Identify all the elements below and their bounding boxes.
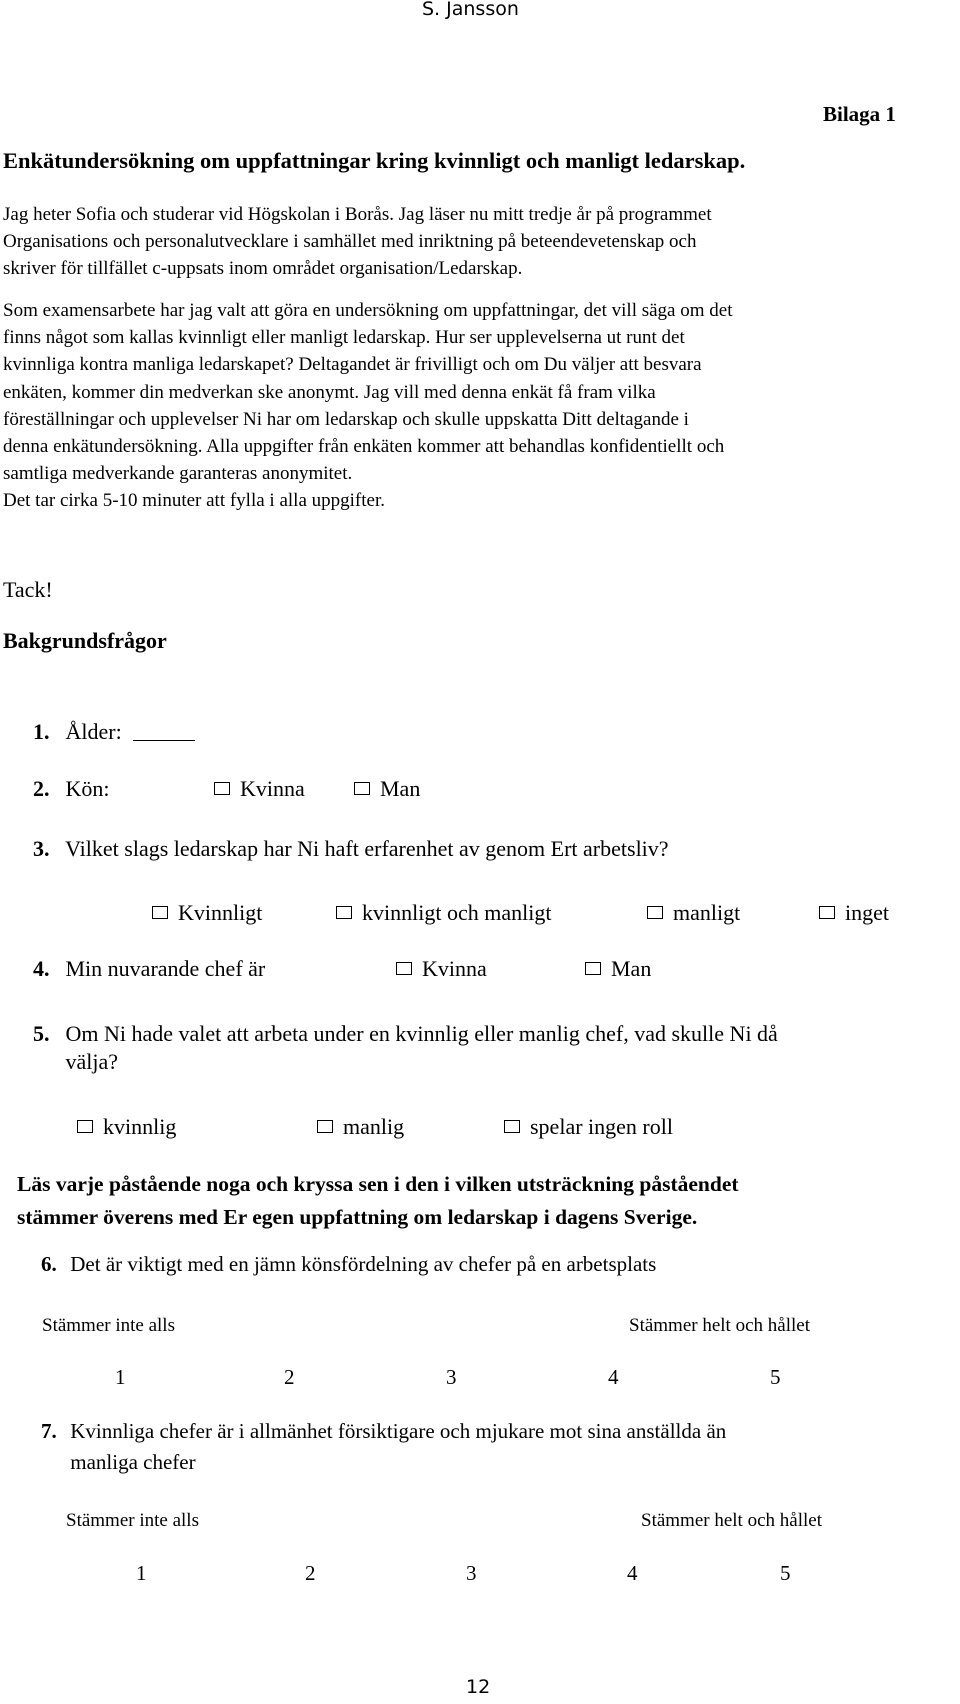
scale-option-2[interactable]: 2 — [284, 1365, 295, 1389]
option-label: Kvinnligt — [178, 900, 263, 925]
purpose-line: Det tar cirka 5-10 minuter att fylla i alla uppgifter. — [3, 490, 385, 512]
option-label: Kvinna — [240, 776, 305, 801]
question-3 — [33, 836, 669, 862]
statement-text: Kvinnliga chefer är i allmänhet försiktigare och mjukare mot sina anställda än — [70, 1419, 727, 1443]
question-4 — [33, 956, 265, 982]
question-number: 5. — [33, 1021, 50, 1046]
checkbox[interactable] — [585, 962, 601, 975]
option-label: spelar ingen roll — [530, 1114, 673, 1139]
scale-option-5[interactable]: 5 — [770, 1365, 781, 1389]
purpose-line: föreställningar och upplevelser Ni har om ledarskap och skulle uppskatta Ditt deltagande i — [3, 408, 689, 430]
question-number: 1. — [33, 719, 50, 744]
scale-option-1[interactable]: 1 — [136, 1561, 147, 1585]
preference-option-kvinnlig[interactable] — [77, 1114, 176, 1140]
purpose-line: kvinnliga kontra manliga ledarskapet? Deltagandet är frivilligt och om Du väljer att besvara — [3, 354, 702, 376]
question-text: Om Ni hade valet att arbeta under en kvinnlig eller manlig chef, vad skulle Ni då — [65, 1021, 778, 1046]
preference-option-spelar-ingen-roll[interactable] — [504, 1114, 673, 1140]
document-title: Enkätundersökning om uppfattningar kring kvinnligt och manligt ledarskap. — [3, 148, 746, 173]
checkbox[interactable] — [396, 962, 412, 975]
question-number: 3. — [33, 836, 50, 861]
checkbox[interactable] — [77, 1120, 93, 1133]
running-header-author: S. Jansson — [422, 0, 519, 20]
age-answer-blank[interactable] — [133, 740, 195, 741]
purpose-line: denna enkätundersökning. Alla uppgifter från enkäten kommer att behandlas konfidentiellt och — [3, 436, 725, 458]
section-heading: Bakgrundsfrågor — [3, 628, 167, 653]
instruction-text — [17, 1168, 739, 1234]
purpose-paragraph — [3, 297, 732, 515]
checkbox[interactable] — [647, 906, 663, 919]
option-label: manlig — [343, 1114, 405, 1139]
statement-6 — [41, 1252, 656, 1277]
scale-option-3[interactable]: 3 — [446, 1365, 457, 1389]
option-label: kvinnligt och manligt — [362, 900, 552, 925]
option-label: manligt — [673, 900, 741, 925]
current-boss-option-man[interactable] — [585, 956, 651, 982]
leadership-option-inget[interactable] — [819, 900, 889, 926]
purpose-line: Som examensarbete har jag valt att göra en undersökning om uppfattningar, det vill säga om det — [3, 300, 733, 321]
appendix-label: Bilaga 1 — [823, 102, 896, 126]
current-boss-option-kvinna[interactable] — [396, 956, 487, 982]
intro-paragraph — [3, 201, 712, 282]
checkbox[interactable] — [336, 906, 352, 919]
intro-line: skriver för tillfället c-uppsats inom området organisation/Ledarskap. — [3, 258, 523, 279]
gender-option-kvinna[interactable] — [214, 776, 305, 802]
statement-number: 6. — [41, 1252, 57, 1276]
checkbox[interactable] — [152, 906, 168, 919]
intro-line: Organisations och personalutvecklare i samhället med inriktning på beteendevetenskap och — [3, 231, 697, 252]
instruction-line: stämmer överens med Er egen uppfattning om ledarskap i dagens Sverige. — [17, 1205, 698, 1229]
option-label: Man — [611, 956, 652, 981]
thanks-text: Tack! — [3, 577, 53, 602]
leadership-option-kvinnligt-och-manligt[interactable] — [336, 900, 551, 926]
leadership-option-manligt[interactable] — [647, 900, 740, 926]
question-text: Min nuvarande chef är — [65, 956, 266, 981]
question-number: 2. — [33, 776, 50, 801]
checkbox[interactable] — [504, 1120, 520, 1133]
checkbox[interactable] — [819, 906, 835, 919]
question-text: Ålder: — [65, 719, 122, 744]
option-label: Kvinna — [422, 956, 487, 981]
option-label: kvinnlig — [103, 1114, 177, 1139]
checkbox[interactable] — [354, 782, 370, 795]
question-number: 4. — [33, 956, 50, 981]
question-1 — [33, 719, 195, 745]
purpose-line: enkäten, kommer din medverkan ske anonymt. Jag vill med denna enkät få fram vilka — [3, 381, 656, 403]
purpose-line: samtliga medverkande garanteras anonymitet. — [3, 463, 353, 485]
statement-7 — [41, 1416, 726, 1478]
statement-number: 7. — [41, 1419, 57, 1443]
scale-option-1[interactable]: 1 — [115, 1365, 126, 1389]
scale-high-label: Stämmer helt och hållet — [629, 1315, 810, 1336]
scale-option-5[interactable]: 5 — [780, 1561, 791, 1585]
question-text: Vilket slags ledarskap har Ni haft erfarenhet av genom Ert arbetsliv? — [65, 836, 669, 861]
statement-text: Det är viktigt med en jämn könsfördelning av chefer på en arbetsplats — [70, 1252, 657, 1276]
option-label: inget — [845, 900, 889, 925]
question-2 — [33, 776, 110, 802]
question-text: välja? — [65, 1049, 119, 1074]
page-number: 12 — [466, 1676, 491, 1698]
checkbox[interactable] — [214, 782, 230, 795]
question-text: Kön: — [65, 776, 110, 801]
scale-option-4[interactable]: 4 — [608, 1365, 619, 1389]
scale-low-label: Stämmer inte alls — [66, 1510, 199, 1531]
scale-high-label: Stämmer helt och hållet — [641, 1510, 822, 1531]
scale-option-2[interactable]: 2 — [305, 1561, 316, 1585]
instruction-line: Läs varje påstående noga och kryssa sen i den i vilken utsträckning påståendet — [17, 1172, 739, 1196]
question-5 — [33, 1020, 778, 1076]
purpose-line: finns något som kallas kvinnligt eller manligt ledarskap. Hur ser upplevelserna ut runt det — [3, 327, 685, 349]
preference-option-manlig[interactable] — [317, 1114, 404, 1140]
scale-option-4[interactable]: 4 — [627, 1561, 638, 1585]
leadership-option-kvinnligt[interactable] — [152, 900, 262, 926]
intro-line: Jag heter Sofia och studerar vid Högskolan i Borås. Jag läser nu mitt tredje år på programmet — [3, 204, 712, 225]
checkbox[interactable] — [317, 1120, 333, 1133]
statement-text: manliga chefer — [70, 1450, 196, 1474]
scale-low-label: Stämmer inte alls — [42, 1315, 175, 1336]
scale-option-3[interactable]: 3 — [466, 1561, 477, 1585]
option-label: Man — [380, 776, 421, 801]
gender-option-man[interactable] — [354, 776, 420, 802]
